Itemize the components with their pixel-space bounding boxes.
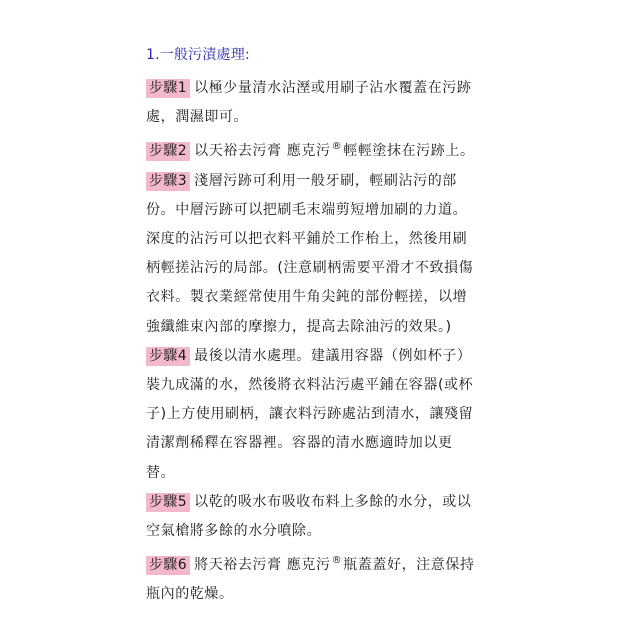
step-text-line: 以乾的吸水布吸收布料上多餘的水分，或以 xyxy=(194,493,472,510)
step-text-line: 份。中層污跡可以把刷毛末端剪短增加刷的力道。 xyxy=(146,201,468,218)
step-text-before: 將天裕去污膏 應克污 xyxy=(194,557,331,574)
registered-mark: ® xyxy=(331,141,343,153)
step-text-line: 處，潤濕即可。 xyxy=(146,109,249,126)
step-label: 步驟6 xyxy=(146,556,190,575)
step-3 xyxy=(146,167,506,342)
registered-mark: ® xyxy=(331,555,343,567)
step-text-line: 清潔劑稀釋在容器裡。容器的清水應適時加以更 xyxy=(146,435,453,452)
step-5 xyxy=(146,488,506,546)
step-text-line: 子)上方使用刷柄，讓衣料污跡處沾到清水，讓殘留 xyxy=(146,406,474,423)
step-label: 步驟5 xyxy=(146,493,190,512)
step-label: 步驟4 xyxy=(146,347,190,366)
document-body xyxy=(146,44,506,610)
step-text-after: 輕輕塗抹在污跡上。 xyxy=(343,143,475,160)
step-2 xyxy=(146,132,506,166)
step-1 xyxy=(146,74,506,132)
step-text-line: 強纖維束內部的摩擦力，提高去除油污的效果。) xyxy=(146,318,452,335)
step-text-line: 空氣槍將多餘的水分噴除。 xyxy=(146,523,322,540)
step-label: 步驟2 xyxy=(146,142,190,161)
step-text-line: 衣料。製衣業經常使用牛角尖鈍的部份輕搓，以增 xyxy=(146,289,468,306)
step-text-line: 深度的沾污可以把衣料平鋪於工作枱上，然後用刷 xyxy=(146,231,468,248)
step-text-after: 瓶蓋蓋好，注意保持 xyxy=(343,557,475,574)
step-text-line: 替。 xyxy=(146,464,176,481)
step-text-line: 柄輕搓沾污的局部。(注意刷柄需要平滑才不致損傷 xyxy=(146,260,474,277)
step-text-line: 瓶內的乾燥。 xyxy=(146,586,234,603)
section-heading: 1.一般污漬處理: xyxy=(146,47,250,63)
step-6 xyxy=(146,546,506,609)
step-text-before: 以天裕去污膏 應克污 xyxy=(194,143,331,160)
step-text-line: 最後以清水處理。建議用容器（例如杯子） xyxy=(194,347,472,364)
step-text-line: 以極少量清水沾溼或用刷子沾水覆蓋在污跡 xyxy=(194,80,472,96)
step-label: 步驟3 xyxy=(146,172,190,191)
step-label: 步驟1 xyxy=(146,79,190,98)
step-text-line: 裝九成滿的水，然後將衣料沾污處平鋪在容器(或杯 xyxy=(146,377,474,394)
step-text-line: 淺層污跡可利用一般牙刷，輕刷沾污的部 xyxy=(194,172,457,189)
step-4 xyxy=(146,342,506,488)
